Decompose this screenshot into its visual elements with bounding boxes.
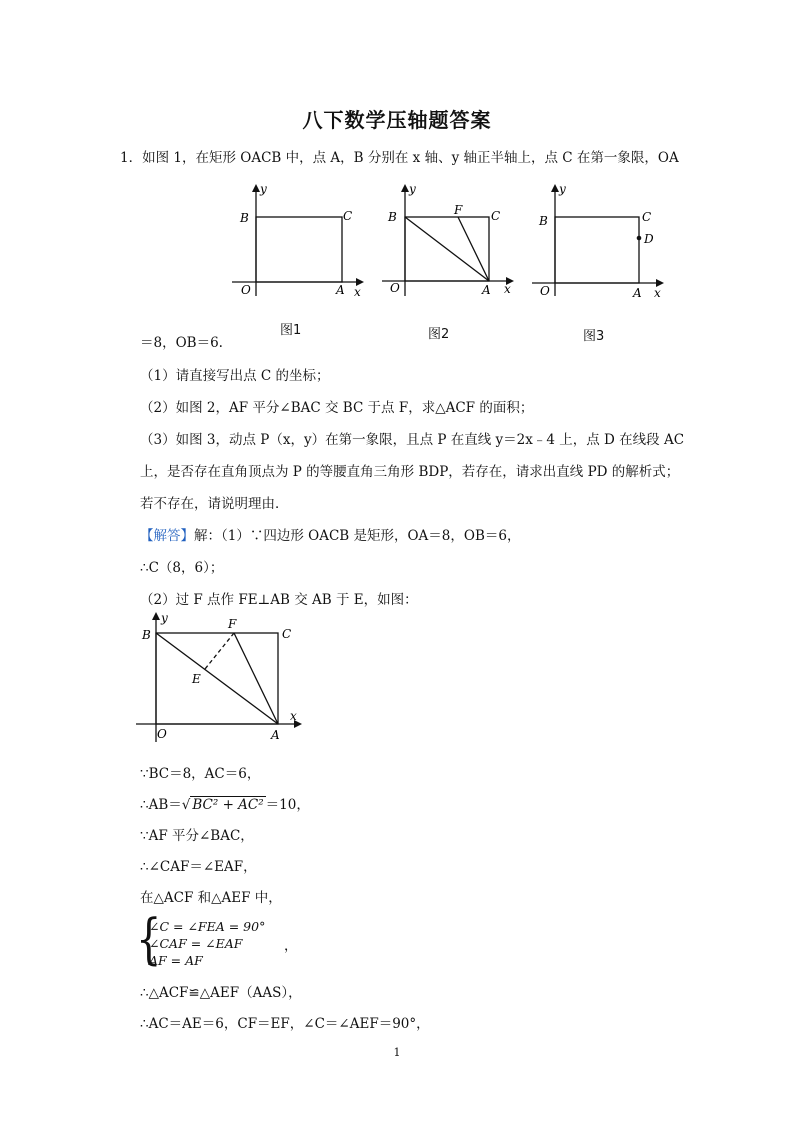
ab-prefix: ∴AB＝ bbox=[140, 797, 182, 813]
figure-3 bbox=[528, 180, 668, 300]
question-part-2: （2）如图 2，AF 平分∠BAC 交 BC 于点 F，求△ACF 的面积； bbox=[140, 400, 534, 416]
sol-segment-FE-dashed bbox=[205, 633, 234, 669]
fig2-label-B: B bbox=[388, 210, 397, 224]
fig2-label-A: A bbox=[482, 283, 491, 297]
fig3-y-arrow bbox=[551, 184, 559, 192]
system-eq-2: ∠CAF = ∠EAF bbox=[149, 936, 243, 951]
fig1-label-B: B bbox=[240, 211, 249, 225]
sol-label-y: y bbox=[161, 611, 168, 625]
answer-step-8: 在△ACF 和△AEF 中， bbox=[140, 890, 282, 906]
sqrt-sign: √ bbox=[181, 797, 191, 813]
fig2-y-arrow bbox=[401, 184, 409, 192]
page-title: 八下数学压轴题答案 bbox=[302, 108, 492, 132]
answer-step-10: ∴AC＝AE＝6，CF＝EF，∠C＝∠AEF＝90°， bbox=[140, 1016, 430, 1032]
ab-result: ＝10， bbox=[265, 797, 310, 813]
fig3-label-O: O bbox=[540, 284, 550, 298]
sol-segment-BA bbox=[156, 633, 278, 724]
sol-label-O: O bbox=[157, 727, 167, 741]
fig3-label-y: y bbox=[559, 182, 566, 196]
fig1-label-O: O bbox=[241, 283, 251, 297]
fig3-label-B: B bbox=[539, 214, 548, 228]
question-intro-cont: ＝8，OB＝6. bbox=[140, 335, 223, 351]
sol-label-x: x bbox=[290, 709, 297, 723]
question-part-3b: 上，是否存在直角顶点为 P 的等腰直角三角形 BDP，若存在，请求出直线 PD 的解析式； bbox=[140, 464, 680, 480]
figure-1 bbox=[228, 180, 368, 300]
answer-step-2: ∴C（8，6）； bbox=[140, 560, 224, 576]
answer-step-6: ∵AF 平分∠BAC， bbox=[140, 828, 254, 844]
question-intro: 1．如图 1，在矩形 OACB 中，点 A，B 分别在 x 轴、y 轴正半轴上，点 C 在第一象限，OA bbox=[120, 150, 679, 166]
answer-step-1: 解：（1）∵四边形 OACB 是矩形，OA＝8，OB＝6， bbox=[194, 528, 521, 544]
fig1-rectangle bbox=[256, 217, 342, 282]
question-part-1: （1）请直接写出点 C 的坐标； bbox=[140, 368, 330, 384]
sol-label-C: C bbox=[282, 627, 292, 641]
sol-label-F: F bbox=[228, 617, 237, 631]
fig2-label-x: x bbox=[504, 282, 511, 296]
system-eq-3: AF = AF bbox=[149, 953, 203, 968]
fig2-label-y: y bbox=[409, 182, 416, 196]
fig1-label-C: C bbox=[343, 209, 353, 223]
fig3-caption: 图3 bbox=[583, 329, 605, 344]
sol-label-E: E bbox=[192, 672, 201, 686]
fig1-label-x: x bbox=[354, 285, 361, 299]
answer-step-5 bbox=[140, 793, 310, 813]
system-comma: ， bbox=[284, 938, 298, 954]
system-brace: { bbox=[136, 908, 162, 972]
sol-label-A: A bbox=[271, 728, 280, 742]
page-number: 1 bbox=[393, 1046, 401, 1059]
answer-line-1 bbox=[140, 524, 520, 544]
fig1-caption: 图1 bbox=[280, 323, 302, 338]
fig2-caption: 图2 bbox=[428, 327, 450, 342]
fig2-label-F: F bbox=[454, 203, 463, 217]
equation-system bbox=[149, 918, 265, 969]
figure-2 bbox=[378, 180, 518, 300]
answer-step-7: ∴∠CAF＝∠EAF， bbox=[140, 859, 257, 875]
answer-tag: 【解答】 bbox=[140, 528, 194, 544]
fig2-segment-FA bbox=[458, 217, 489, 281]
sqrt-radicand: BC² + AC² bbox=[192, 797, 264, 813]
fig1-label-y: y bbox=[260, 182, 267, 196]
fig1-label-A: A bbox=[336, 283, 345, 297]
fig2-segment-BA bbox=[405, 217, 489, 281]
sol-segment-FA bbox=[234, 633, 278, 724]
fig3-label-C: C bbox=[642, 210, 652, 224]
sol-y-arrow bbox=[152, 612, 160, 620]
fig3-label-D: D bbox=[644, 232, 654, 246]
answer-step-3: （2）过 F 点作 FE⊥AB 交 AB 于 E，如图： bbox=[140, 592, 418, 608]
sol-label-B: B bbox=[142, 628, 151, 642]
question-part-3a: （3）如图 3，动点 P（x，y）在第一象限，且点 P 在直线 y＝2x﹣4 上，点 D 在线段 AC bbox=[140, 432, 685, 448]
fig2-label-O: O bbox=[390, 281, 400, 295]
fig3-point-D bbox=[637, 236, 642, 241]
fig3-rectangle bbox=[555, 217, 639, 283]
answer-step-9: ∴△ACF≌△AEF（AAS）， bbox=[140, 985, 302, 1001]
fig3-label-A: A bbox=[633, 286, 642, 300]
fig3-label-x: x bbox=[654, 286, 661, 300]
system-eq-1: ∠C = ∠FEA = 90° bbox=[149, 919, 266, 934]
fig2-label-C: C bbox=[491, 209, 501, 223]
solution-figure bbox=[130, 608, 310, 748]
question-part-3c: 若不存在，请说明理由． bbox=[140, 496, 289, 512]
fig1-y-arrow bbox=[252, 184, 260, 192]
answer-step-4: ∵BC＝8，AC＝6， bbox=[140, 766, 261, 782]
